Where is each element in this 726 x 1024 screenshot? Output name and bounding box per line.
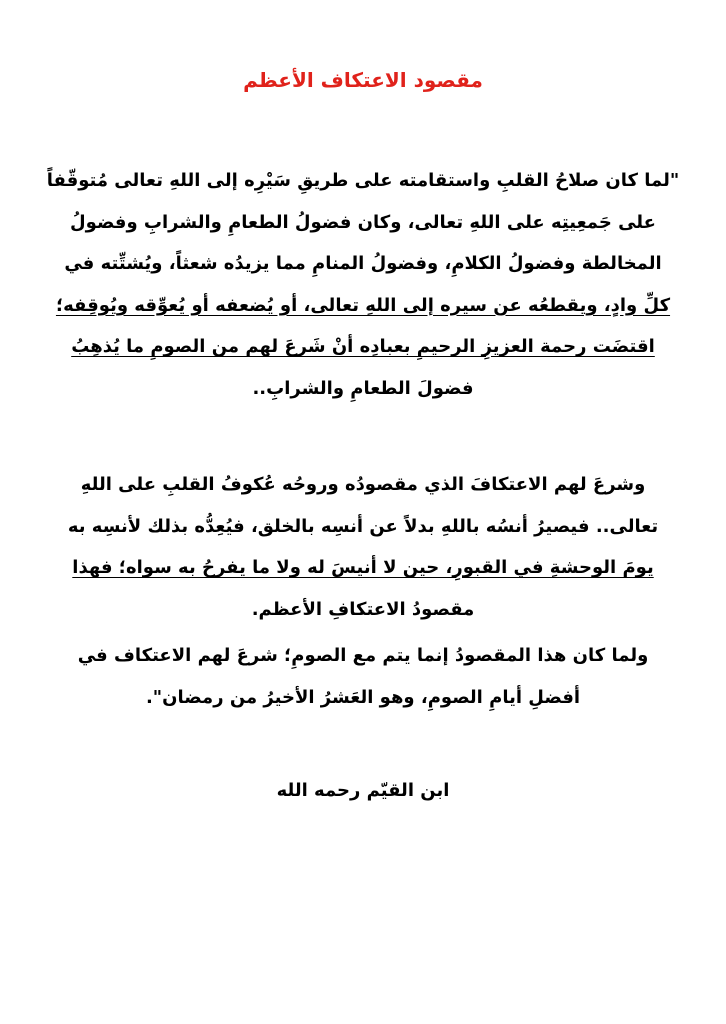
paragraph-1-line-1: "لما كان صلاحُ القلبِ واستقامته على طريقِ سَيْرِه إلى اللهِ تعالى مُتوقّفاً bbox=[46, 170, 680, 191]
paragraph-1-line-4-text: كلِّ وادٍ، ويقطعُه عن سيره إلى اللهِ تعالى، أو يُضعفه أو يُعوِّقه ويُوقِفه؛ bbox=[55, 294, 671, 316]
paragraph-2-line-3 bbox=[0, 555, 726, 581]
paragraph-2 bbox=[0, 472, 726, 638]
paragraph-1-line-5-text: اقتضَت رحمة العزيزِ الرحيمِ بعبادِه أنْ شَرعَ لهم من الصومِ ما يُذهِبُ bbox=[71, 336, 655, 357]
paragraph-2-line-1: وشرعَ لهم الاعتكافَ الذي مقصودُه وروحُه عُكوفُ القلبِ على اللهِ bbox=[80, 474, 646, 495]
paragraph-3-line-2: أفضلِ أيامِ الصومِ، وهو العَشرُ الأخيرُ من رمضان". bbox=[145, 686, 581, 708]
paragraph-2-line-3-text: يومَ الوحشةِ في القبورِ، حين لا أنيسَ له ولا ما يفرحُ به سواه؛ فهذا bbox=[72, 557, 654, 578]
paragraph-1-line-4 bbox=[0, 293, 726, 319]
paragraph-1 bbox=[0, 168, 726, 417]
paragraph-2-line-2: تعالى.. فيصيرُ أنسُه باللهِ بدلاً عن أنسِه بالخلق، فيُعِدُّه بذلك لأنسِه به bbox=[67, 515, 659, 537]
paragraph-1-line-5 bbox=[0, 334, 726, 360]
paragraph-3-line-1: ولما كان هذا المقصودُ إنما يتم مع الصومِ؛ شرعَ لهم الاعتكاف في bbox=[77, 645, 649, 666]
paragraph-1-line-3: المخالطة وفضولُ الكلامِ، وفضولُ المنامِ مما يزيدُه شعثاً، ويُشتِّته في bbox=[64, 253, 662, 274]
paragraph-2-line-4: مقصودُ الاعتكافِ الأعظم. bbox=[251, 598, 475, 620]
paragraph-1-line-6: فضولَ الطعامِ والشرابِ.. bbox=[252, 377, 474, 399]
document-title: مقصود الاعتكاف الأعظم bbox=[243, 68, 483, 92]
paragraph-1-line-2: على جَمعِيتِه على اللهِ تعالى، وكان فضولُ الطعامِ والشرابِ وفضولُ bbox=[70, 211, 656, 233]
author-attribution: ابن القيّم رحمه الله bbox=[276, 780, 450, 801]
paragraph-3 bbox=[0, 643, 726, 726]
